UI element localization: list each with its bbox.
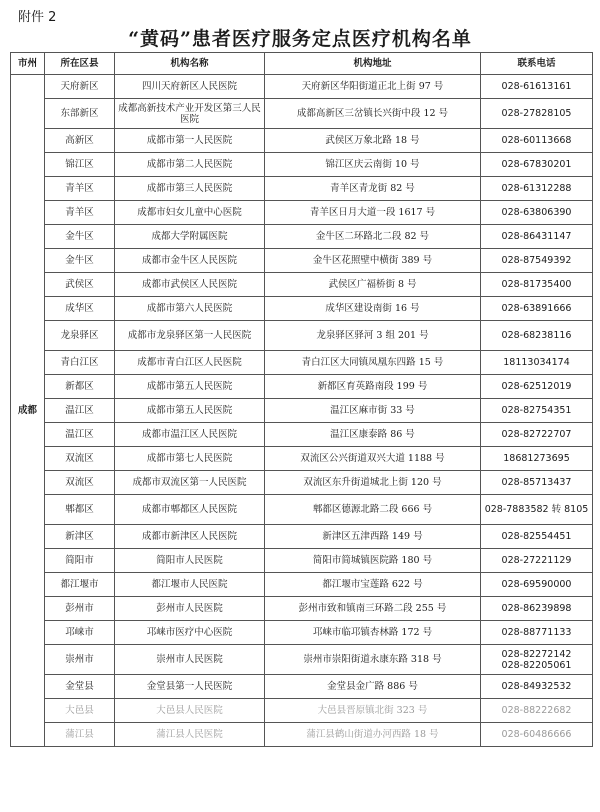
address-cell: 新都区育英路南段 199 号 [265,375,481,399]
district-cell: 崇州市 [45,645,115,675]
phone-cell: 028-60486666 [481,723,593,747]
name-cell: 成都市第五人民医院 [115,399,265,423]
district-cell: 简阳市 [45,549,115,573]
address-cell: 双流区东升街道城北上街 120 号 [265,471,481,495]
address-cell: 崇州市崇阳街道永康东路 318 号 [265,645,481,675]
name-cell: 成都市武侯区人民医院 [115,273,265,297]
name-cell: 成都高新技术产业开发区第三人民医院 [115,99,265,129]
district-cell: 锦江区 [45,153,115,177]
phone-cell: 028-82754351 [481,399,593,423]
table-row [11,153,593,177]
phone-cell: 028-81735400 [481,273,593,297]
table-row [11,177,593,201]
table-row [11,723,593,747]
name-cell: 成都大学附属医院 [115,225,265,249]
address-cell: 成华区建设南街 16 号 [265,297,481,321]
table-row [11,621,593,645]
district-cell: 高新区 [45,129,115,153]
phone-cell: 028-82272142 028-82205061 [481,645,593,675]
phone-cell: 028-82554451 [481,525,593,549]
header-name: 机构名称 [115,53,265,75]
name-cell: 金堂县第一人民医院 [115,675,265,699]
district-cell: 双流区 [45,447,115,471]
table-header-row [11,53,593,75]
table-row [11,201,593,225]
district-cell: 温江区 [45,399,115,423]
phone-cell: 028-27828105 [481,99,593,129]
name-cell: 崇州市人民医院 [115,645,265,675]
name-cell: 成都市妇女儿童中心医院 [115,201,265,225]
name-cell: 成都市第六人民医院 [115,297,265,321]
header-city: 市州 [11,53,45,75]
table-row [11,297,593,321]
phone-cell: 028-87549392 [481,249,593,273]
district-cell: 温江区 [45,423,115,447]
district-cell: 青羊区 [45,177,115,201]
address-cell: 武侯区广福桥街 8 号 [265,273,481,297]
table-row [11,573,593,597]
phone-cell: 028-60113668 [481,129,593,153]
phone-cell: 028-88222682 [481,699,593,723]
table-row [11,525,593,549]
phone-cell: 028-69590000 [481,573,593,597]
name-cell: 成都市金牛区人民医院 [115,249,265,273]
name-cell: 成都市龙泉驿区第一人民医院 [115,321,265,351]
bottom-fade [0,770,600,812]
table-row [11,675,593,699]
table-row [11,75,593,99]
phone-cell: 028-63806390 [481,201,593,225]
table-row [11,321,593,351]
phone-cell: 028-86239898 [481,597,593,621]
address-cell: 金堂县金广路 886 号 [265,675,481,699]
name-cell: 成都市青白江区人民医院 [115,351,265,375]
table-row [11,495,593,525]
table-row [11,99,593,129]
district-cell: 天府新区 [45,75,115,99]
name-cell: 成都市第七人民医院 [115,447,265,471]
address-cell: 金牛区花照壁中横街 389 号 [265,249,481,273]
address-cell: 都江堰市宝莲路 622 号 [265,573,481,597]
table-row [11,375,593,399]
page-title: “黄码”患者医疗服务定点医疗机构名单 [128,28,472,50]
phone-cell: 028-68238116 [481,321,593,351]
address-cell: 金牛区二环路北二段 82 号 [265,225,481,249]
district-cell: 金牛区 [45,249,115,273]
district-cell: 新都区 [45,375,115,399]
name-cell: 成都市双流区第一人民医院 [115,471,265,495]
table-row [11,447,593,471]
name-cell: 成都市郫都区人民医院 [115,495,265,525]
header-district: 所在区县 [45,53,115,75]
table-row [11,249,593,273]
phone-cell: 028-88771133 [481,621,593,645]
address-cell: 邛崃市临邛镇杏林路 172 号 [265,621,481,645]
district-cell: 东部新区 [45,99,115,129]
address-cell: 锦江区庆云南街 10 号 [265,153,481,177]
address-cell: 彭州市致和镇南三环路二段 255 号 [265,597,481,621]
phone-cell: 028-84932532 [481,675,593,699]
address-cell: 青羊区青龙街 82 号 [265,177,481,201]
district-cell: 武侯区 [45,273,115,297]
table-row [11,225,593,249]
address-cell: 成都高新区三岔镇长兴街中段 12 号 [265,99,481,129]
district-cell: 双流区 [45,471,115,495]
name-cell: 成都市第五人民医院 [115,375,265,399]
address-cell: 青白江区大同镇凤凰东四路 15 号 [265,351,481,375]
name-cell: 彭州市人民医院 [115,597,265,621]
header-phone: 联系电话 [481,53,593,75]
address-cell: 双流区公兴街道双兴大道 1188 号 [265,447,481,471]
district-cell: 彭州市 [45,597,115,621]
address-cell: 郫都区德源北路二段 666 号 [265,495,481,525]
table-row [11,399,593,423]
name-cell: 成都市新津区人民医院 [115,525,265,549]
table-row [11,699,593,723]
name-cell: 大邑县人民医院 [115,699,265,723]
district-cell: 金堂县 [45,675,115,699]
phone-cell: 028-61312288 [481,177,593,201]
name-cell: 四川天府新区人民医院 [115,75,265,99]
district-cell: 都江堰市 [45,573,115,597]
phone-cell: 028-86431147 [481,225,593,249]
address-cell: 武侯区万象北路 18 号 [265,129,481,153]
table-row [11,129,593,153]
address-cell: 新津区五津西路 149 号 [265,525,481,549]
name-cell: 成都市第二人民医院 [115,153,265,177]
district-cell: 金牛区 [45,225,115,249]
hospital-table [10,52,593,747]
district-cell: 成华区 [45,297,115,321]
table-row [11,597,593,621]
address-cell: 温江区麻市街 33 号 [265,399,481,423]
name-cell: 邛崃市医疗中心医院 [115,621,265,645]
phone-cell: 028-62512019 [481,375,593,399]
address-cell: 大邑县晋原镇北街 323 号 [265,699,481,723]
name-cell: 简阳市人民医院 [115,549,265,573]
phone-cell: 028-61613161 [481,75,593,99]
name-cell: 成都市第一人民医院 [115,129,265,153]
district-cell: 蒲江县 [45,723,115,747]
phone-cell: 028-85713437 [481,471,593,495]
table-row [11,645,593,675]
address-cell: 青羊区日月大道一段 1617 号 [265,201,481,225]
phone-cell: 028-27221129 [481,549,593,573]
table-row [11,471,593,495]
district-cell: 龙泉驿区 [45,321,115,351]
attachment-label: 附件 2 [18,10,57,25]
name-cell: 成都市温江区人民医院 [115,423,265,447]
phone-cell: 18681273695 [481,447,593,471]
city-cell: 成都 [11,75,45,747]
table-row [11,273,593,297]
district-cell: 邛崃市 [45,621,115,645]
address-cell: 蒲江县鹤山街道办河西路 18 号 [265,723,481,747]
district-cell: 郫都区 [45,495,115,525]
phone-cell: 028-63891666 [481,297,593,321]
address-cell: 天府新区华阳街道正北上街 97 号 [265,75,481,99]
table-row [11,423,593,447]
district-cell: 新津区 [45,525,115,549]
table-row [11,351,593,375]
phone-cell: 18113034174 [481,351,593,375]
address-cell: 龙泉驿区驿河 3 组 201 号 [265,321,481,351]
header-address: 机构地址 [265,53,481,75]
table-row [11,549,593,573]
name-cell: 都江堰市人民医院 [115,573,265,597]
name-cell: 蒲江县人民医院 [115,723,265,747]
district-cell: 青白江区 [45,351,115,375]
phone-cell: 028-67830201 [481,153,593,177]
address-cell: 简阳市简城镇医院路 180 号 [265,549,481,573]
district-cell: 青羊区 [45,201,115,225]
phone-cell: 028-7883582 转 8105 [481,495,593,525]
name-cell: 成都市第三人民医院 [115,177,265,201]
phone-cell: 028-82722707 [481,423,593,447]
district-cell: 大邑县 [45,699,115,723]
address-cell: 温江区康泰路 86 号 [265,423,481,447]
table-body [11,75,593,747]
